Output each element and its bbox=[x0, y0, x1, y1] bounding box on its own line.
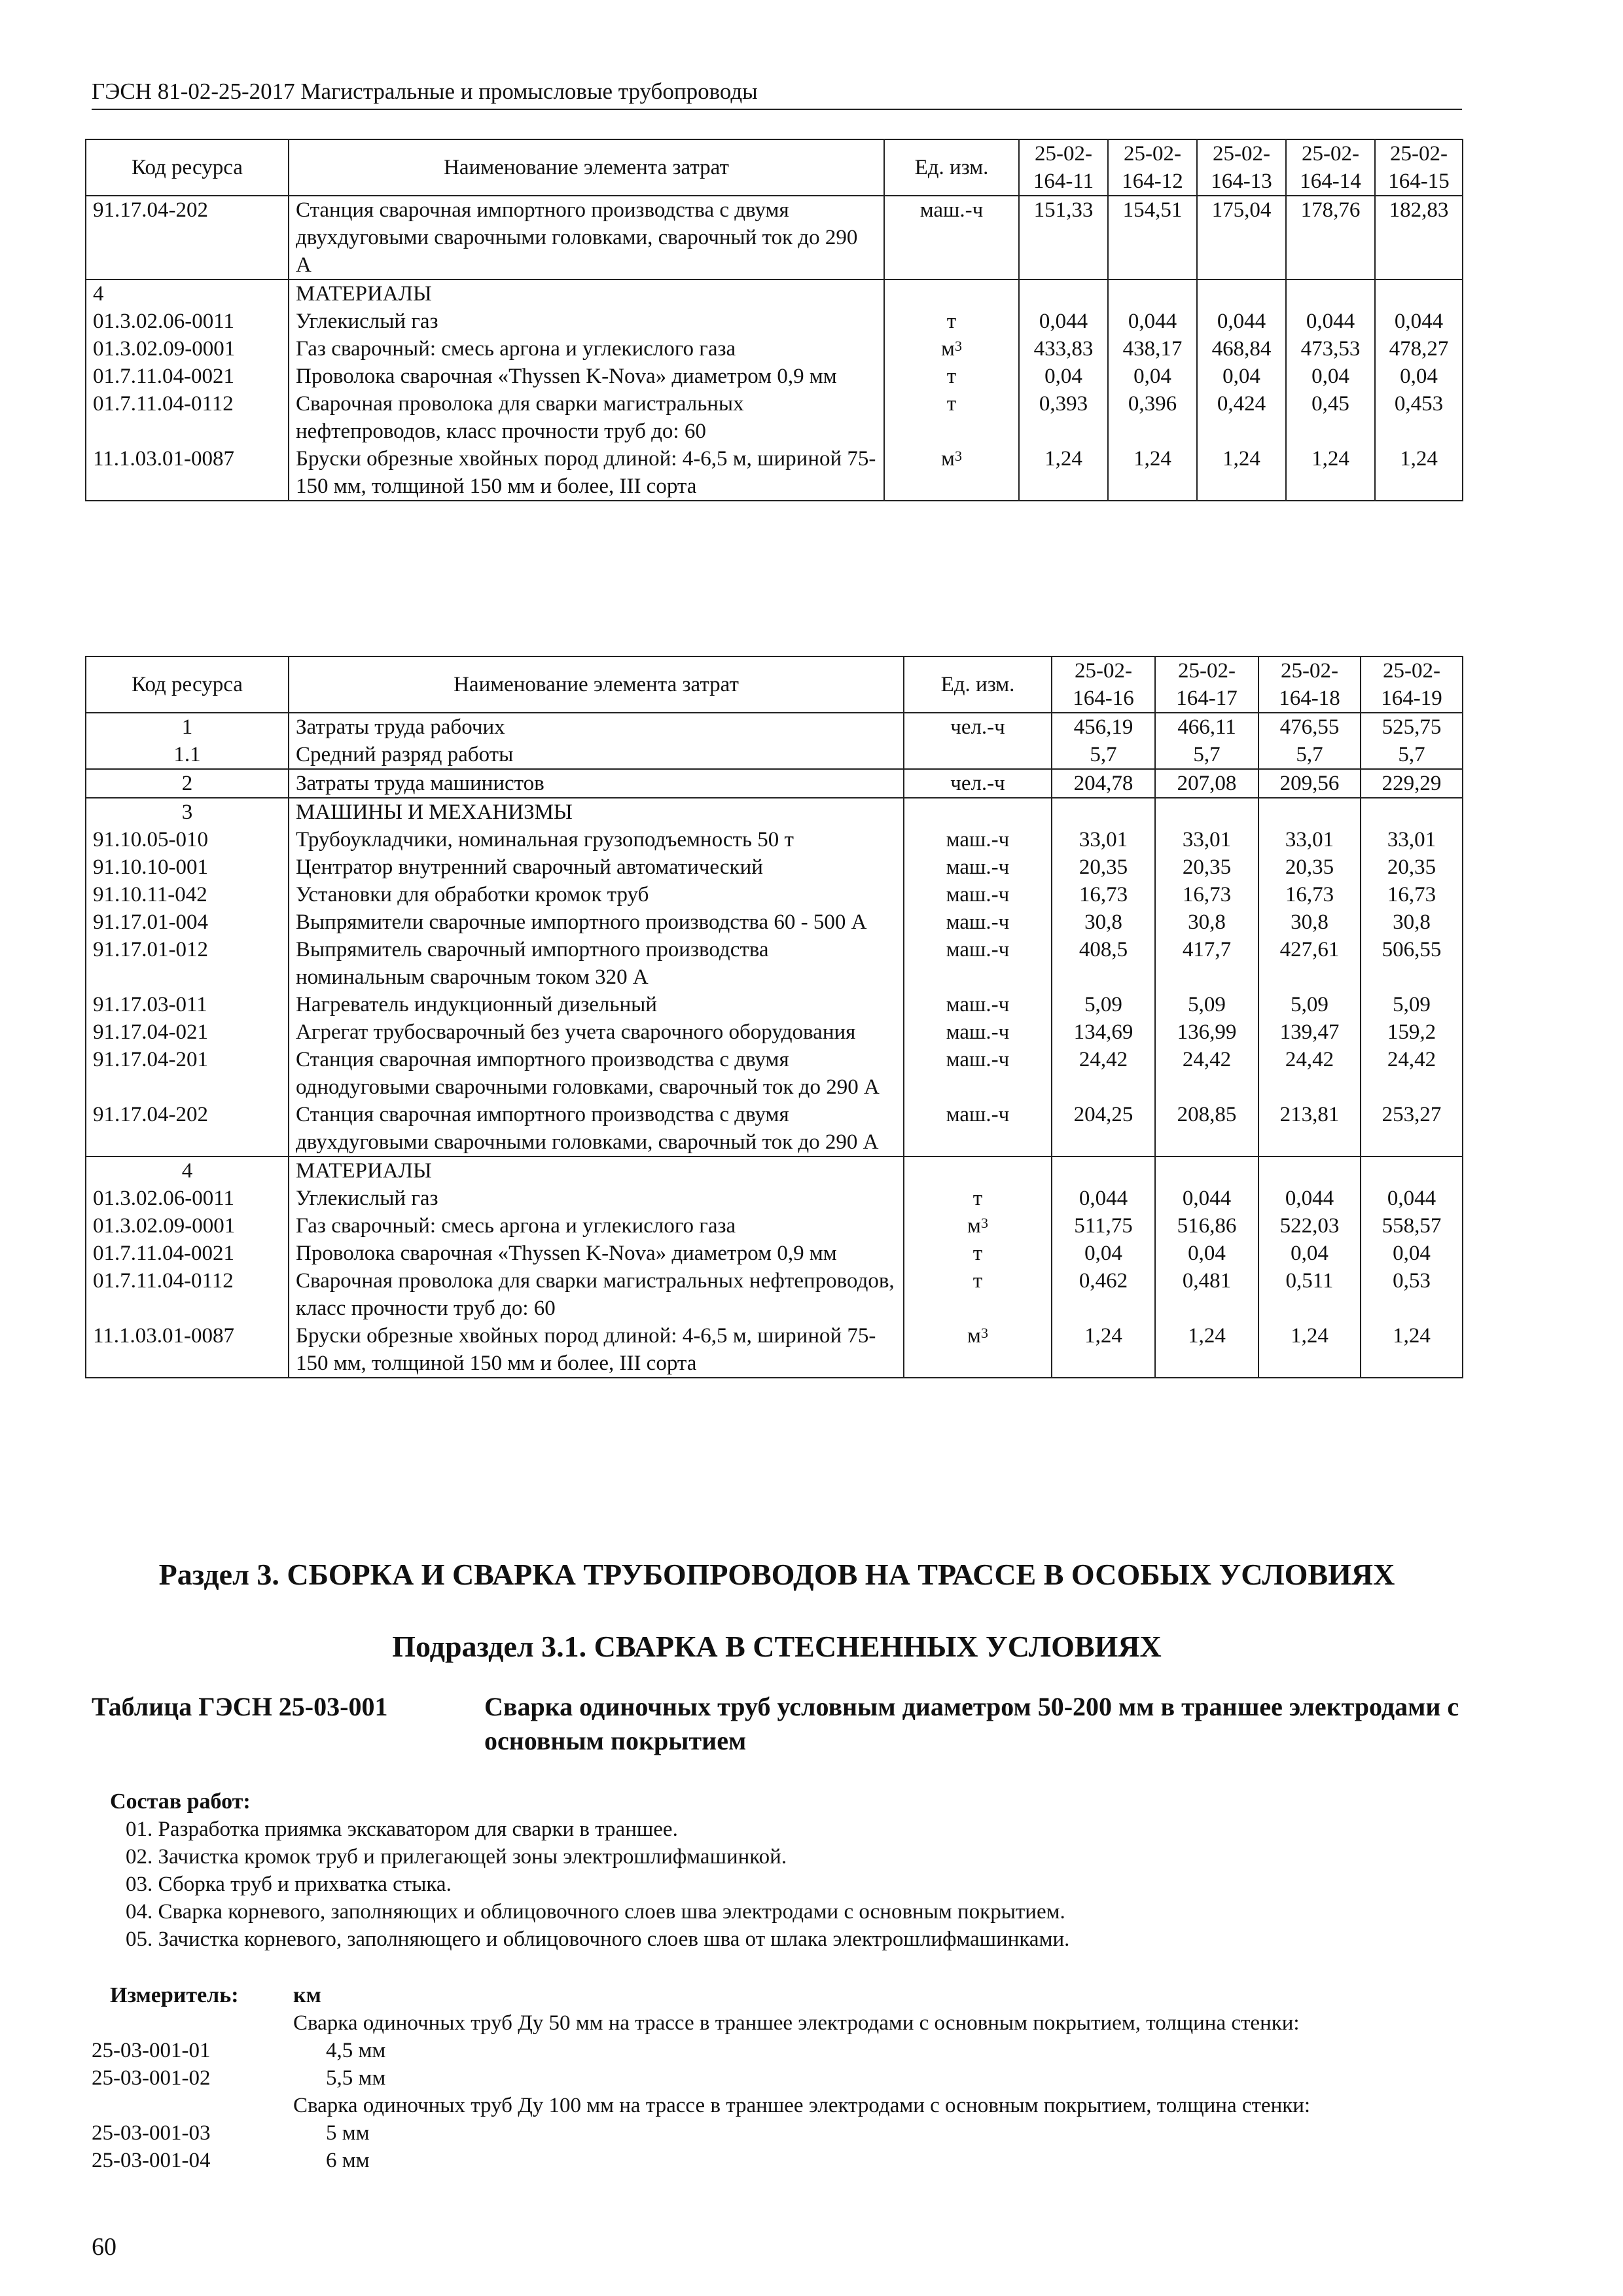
value-cell bbox=[1361, 798, 1463, 826]
table-title: Сварка одиночных труб условным диаметром 50-200 мм в траншее электродами с основным покрытием bbox=[484, 1692, 1459, 1755]
unit-cell: маш.-ч bbox=[904, 1018, 1052, 1046]
value-cell: 525,75 bbox=[1361, 713, 1463, 741]
value-cell: 20,35 bbox=[1155, 853, 1258, 881]
table-row bbox=[86, 881, 1463, 908]
header-name: Наименование элемента затрат bbox=[289, 656, 904, 713]
resource-name: Средний разряд работы bbox=[289, 741, 904, 769]
resource-table-2 bbox=[85, 656, 1463, 1378]
value-cell: 0,462 bbox=[1052, 1267, 1155, 1322]
value-cell bbox=[1052, 798, 1155, 826]
value-cell: 1,24 bbox=[1108, 445, 1197, 501]
header-col-code: 25-02- 164-13 bbox=[1197, 139, 1286, 196]
table-header-row bbox=[86, 656, 1463, 713]
unit-cell: маш.-ч bbox=[904, 881, 1052, 908]
value-cell: 408,5 bbox=[1052, 936, 1155, 991]
value-cell: 30,8 bbox=[1155, 908, 1258, 936]
unit-cell bbox=[884, 279, 1019, 308]
table-row bbox=[86, 363, 1463, 390]
measure-code: 25-03-001-01 bbox=[92, 2039, 211, 2062]
measure-code: 25-03-001-04 bbox=[92, 2149, 211, 2172]
work-item: 04. Сварка корневого, заполняющих и облицовочного слоев шва электродами с основным покрытием. bbox=[126, 1900, 1065, 1924]
resource-name: Нагреватель индукционный дизельный bbox=[289, 991, 904, 1018]
value-cell: 438,17 bbox=[1108, 335, 1197, 363]
table-row bbox=[86, 769, 1463, 798]
resource-code: 91.17.04-202 bbox=[86, 1101, 289, 1157]
value-cell: 0,044 bbox=[1375, 308, 1463, 335]
value-cell: 0,044 bbox=[1361, 1185, 1463, 1212]
value-cell: 33,01 bbox=[1258, 826, 1361, 853]
unit-cell: $м^3$ bbox=[884, 445, 1019, 501]
value-cell: 208,85 bbox=[1155, 1101, 1258, 1157]
value-cell: 24,42 bbox=[1361, 1046, 1463, 1101]
resource-code: 1 bbox=[86, 713, 289, 741]
table-row bbox=[86, 335, 1463, 363]
unit-cell: чел.-ч bbox=[904, 769, 1052, 798]
resource-name: Газ сварочный: смесь аргона и углекислого газа bbox=[289, 1212, 904, 1240]
value-cell: 1,24 bbox=[1155, 1322, 1258, 1378]
resource-code: 91.17.04-202 bbox=[86, 196, 289, 279]
resource-name: Углекислый газ bbox=[289, 1185, 904, 1212]
resource-code: 01.3.02.06-0011 bbox=[86, 308, 289, 335]
header-unit: Ед. изм. bbox=[904, 656, 1052, 713]
resource-code: 2 bbox=[86, 769, 289, 798]
header-unit: Ед. изм. bbox=[884, 139, 1019, 196]
value-cell: 33,01 bbox=[1361, 826, 1463, 853]
table-row bbox=[86, 1212, 1463, 1240]
value-cell: 30,8 bbox=[1052, 908, 1155, 936]
value-cell: 175,04 bbox=[1197, 196, 1286, 279]
value-cell: 558,57 bbox=[1361, 1212, 1463, 1240]
value-cell: 20,35 bbox=[1361, 853, 1463, 881]
value-cell: 139,47 bbox=[1258, 1018, 1361, 1046]
value-cell: 30,8 bbox=[1258, 908, 1361, 936]
measure-label: Измеритель: bbox=[110, 1983, 239, 2007]
value-cell: 178,76 bbox=[1286, 196, 1375, 279]
resource-code: 1.1 bbox=[86, 741, 289, 769]
value-cell bbox=[1258, 798, 1361, 826]
unit-cell: маш.-ч bbox=[884, 196, 1019, 279]
value-cell: 5,09 bbox=[1155, 991, 1258, 1018]
work-item: 05. Зачистка корневого, заполняющего и облицовочного слоев шва от шлака электрошлифмашинками. bbox=[126, 1928, 1070, 1951]
value-cell: 522,03 bbox=[1258, 1212, 1361, 1240]
header-code: Код ресурса bbox=[86, 656, 289, 713]
table-row bbox=[86, 279, 1463, 308]
resource-code: 01.7.11.04-0021 bbox=[86, 1240, 289, 1267]
table-row bbox=[86, 908, 1463, 936]
subsection-title: Подраздел 3.1. СВАРКА В СТЕСНЕННЫХ УСЛОВИЯХ bbox=[392, 1630, 1162, 1663]
table-row bbox=[86, 826, 1463, 853]
value-cell: 0,04 bbox=[1052, 1240, 1155, 1267]
unit-cell bbox=[904, 1157, 1052, 1185]
resource-code: 01.3.02.09-0001 bbox=[86, 335, 289, 363]
value-cell: 0,453 bbox=[1375, 390, 1463, 445]
resource-name: Проволока сварочная «Thyssen K-Nova» диаметром 0,9 мм bbox=[289, 363, 884, 390]
measure-text: Сварка одиночных труб Ду 50 мм на трассе в траншее электродами с основным покрытием, толщина стенки: bbox=[293, 2011, 1300, 2035]
value-cell bbox=[1155, 1157, 1258, 1185]
value-cell: 24,42 bbox=[1155, 1046, 1258, 1101]
works-list bbox=[126, 1816, 1069, 1953]
unit-cell: т bbox=[904, 1240, 1052, 1267]
value-cell: 0,044 bbox=[1286, 308, 1375, 335]
table-row bbox=[86, 936, 1463, 991]
value-cell: 1,24 bbox=[1052, 1322, 1155, 1378]
resource-code: 11.1.03.01-0087 bbox=[86, 1322, 289, 1378]
header-col-code: 25-02- 164-15 bbox=[1375, 139, 1463, 196]
resource-table-1 bbox=[85, 139, 1463, 501]
value-cell bbox=[1375, 279, 1463, 308]
resource-name: Затраты труда машинистов bbox=[289, 769, 904, 798]
table-row bbox=[86, 1157, 1463, 1185]
value-cell: 516,86 bbox=[1155, 1212, 1258, 1240]
value-cell bbox=[1258, 1157, 1361, 1185]
value-cell bbox=[1052, 1157, 1155, 1185]
table-row bbox=[86, 308, 1463, 335]
value-cell: 134,69 bbox=[1052, 1018, 1155, 1046]
resource-name: Затраты труда рабочих bbox=[289, 713, 904, 741]
table-header-row bbox=[86, 139, 1463, 196]
value-cell bbox=[1197, 279, 1286, 308]
value-cell: 1,24 bbox=[1197, 445, 1286, 501]
table-row bbox=[86, 1185, 1463, 1212]
value-cell: 0,481 bbox=[1155, 1267, 1258, 1322]
value-cell: 0,04 bbox=[1258, 1240, 1361, 1267]
value-cell: 5,7 bbox=[1361, 741, 1463, 769]
value-cell: 5,09 bbox=[1258, 991, 1361, 1018]
page-number: 60 bbox=[92, 2233, 116, 2261]
measure-code: 25-03-001-02 bbox=[92, 2066, 211, 2090]
value-cell: 476,55 bbox=[1258, 713, 1361, 741]
value-cell: 0,04 bbox=[1375, 363, 1463, 390]
unit-cell: т bbox=[904, 1185, 1052, 1212]
table-row bbox=[86, 741, 1463, 769]
unit-cell: маш.-ч bbox=[904, 908, 1052, 936]
resource-name: Станция сварочная импортного производства с двумя двухдуговыми сварочными головками, сварочный ток до 290 А bbox=[289, 1101, 904, 1157]
header-name: Наименование элемента затрат bbox=[289, 139, 884, 196]
value-cell bbox=[1108, 279, 1197, 308]
unit-cell: $м^3$ bbox=[904, 1212, 1052, 1240]
unit-cell bbox=[904, 798, 1052, 826]
value-cell: 0,396 bbox=[1108, 390, 1197, 445]
resource-code: 4 bbox=[86, 1157, 289, 1185]
table-row bbox=[86, 713, 1463, 741]
value-cell: 16,73 bbox=[1258, 881, 1361, 908]
value-cell: 182,83 bbox=[1375, 196, 1463, 279]
section-title: Раздел 3. СБОРКА И СВАРКА ТРУБОПРОВОДОВ НА ТРАССЕ В ОСОБЫХ УСЛОВИЯХ bbox=[158, 1558, 1395, 1591]
table-row bbox=[86, 445, 1463, 501]
unit-cell: маш.-ч bbox=[904, 1046, 1052, 1101]
value-cell: 1,24 bbox=[1019, 445, 1108, 501]
unit-cell: маш.-ч bbox=[904, 826, 1052, 853]
unit-cell: т bbox=[884, 308, 1019, 335]
resource-name: МАТЕРИАЛЫ bbox=[289, 1157, 904, 1185]
header-code: Код ресурса bbox=[86, 139, 289, 196]
value-cell: 0,04 bbox=[1286, 363, 1375, 390]
unit-cell: маш.-ч bbox=[904, 853, 1052, 881]
value-cell bbox=[1019, 279, 1108, 308]
value-cell: 427,61 bbox=[1258, 936, 1361, 991]
resource-name: Сварочная проволока для сварки магистральных нефтепроводов, класс прочности труб до: 60 bbox=[289, 390, 884, 445]
value-cell: 5,09 bbox=[1361, 991, 1463, 1018]
resource-name: Бруски обрезные хвойных пород длиной: 4-6,5 м, шириной 75-150 мм, толщиной 150 мм и более, III сорта bbox=[289, 1322, 904, 1378]
value-cell: 0,45 bbox=[1286, 390, 1375, 445]
value-cell: 154,51 bbox=[1108, 196, 1197, 279]
value-cell: 204,78 bbox=[1052, 769, 1155, 798]
value-cell: 5,7 bbox=[1155, 741, 1258, 769]
resource-code: 01.7.11.04-0021 bbox=[86, 363, 289, 390]
unit-cell: т bbox=[884, 390, 1019, 445]
value-cell: 24,42 bbox=[1052, 1046, 1155, 1101]
unit-cell: т bbox=[904, 1267, 1052, 1322]
resource-code: 91.10.05-010 bbox=[86, 826, 289, 853]
value-cell: 33,01 bbox=[1052, 826, 1155, 853]
table-row bbox=[86, 1267, 1463, 1322]
value-cell: 209,56 bbox=[1258, 769, 1361, 798]
value-cell: 456,19 bbox=[1052, 713, 1155, 741]
value-cell: 213,81 bbox=[1258, 1101, 1361, 1157]
value-cell: 204,25 bbox=[1052, 1101, 1155, 1157]
measure-text: 5,5 мм bbox=[326, 2066, 386, 2090]
value-cell: 1,24 bbox=[1286, 445, 1375, 501]
value-cell: 433,83 bbox=[1019, 335, 1108, 363]
value-cell: 417,7 bbox=[1155, 936, 1258, 991]
resource-code: 91.17.04-021 bbox=[86, 1018, 289, 1046]
value-cell: 0,04 bbox=[1108, 363, 1197, 390]
value-cell: 24,42 bbox=[1258, 1046, 1361, 1101]
value-cell: 0,04 bbox=[1019, 363, 1108, 390]
resource-name: Бруски обрезные хвойных пород длиной: 4-6,5 м, шириной 75-150 мм, толщиной 150 мм и более, III сорта bbox=[289, 445, 884, 501]
resource-name: Углекислый газ bbox=[289, 308, 884, 335]
value-cell: 1,24 bbox=[1375, 445, 1463, 501]
value-cell: 253,27 bbox=[1361, 1101, 1463, 1157]
table-row bbox=[86, 1240, 1463, 1267]
works-title: Состав работ: bbox=[110, 1789, 251, 1814]
resource-code: 91.17.03-011 bbox=[86, 991, 289, 1018]
value-cell: 16,73 bbox=[1052, 881, 1155, 908]
value-cell: 20,35 bbox=[1052, 853, 1155, 881]
value-cell: 5,7 bbox=[1258, 741, 1361, 769]
value-cell: 16,73 bbox=[1155, 881, 1258, 908]
table-row bbox=[86, 798, 1463, 826]
resource-name: МАШИНЫ И МЕХАНИЗМЫ bbox=[289, 798, 904, 826]
resource-code: 01.7.11.04-0112 bbox=[86, 390, 289, 445]
resource-name: Выпрямители сварочные импортного производства 60 - 500 А bbox=[289, 908, 904, 936]
value-cell: 0,044 bbox=[1052, 1185, 1155, 1212]
resource-name: Сварочная проволока для сварки магистральных нефтепроводов, класс прочности труб до: 60 bbox=[289, 1267, 904, 1322]
value-cell: 466,11 bbox=[1155, 713, 1258, 741]
table-row bbox=[86, 1101, 1463, 1157]
header-col-code: 25-02- 164-19 bbox=[1361, 656, 1463, 713]
header-col-code: 25-02- 164-14 bbox=[1286, 139, 1375, 196]
unit-cell: т bbox=[884, 363, 1019, 390]
value-cell: 20,35 bbox=[1258, 853, 1361, 881]
value-cell: 506,55 bbox=[1361, 936, 1463, 991]
resource-code: 91.17.01-004 bbox=[86, 908, 289, 936]
header-col-code: 25-02- 164-11 bbox=[1019, 139, 1108, 196]
work-item: 02. Зачистка кромок труб и прилегающей зоны электрошлифмашинкой. bbox=[126, 1845, 787, 1869]
measure-text: 6 мм bbox=[326, 2149, 370, 2172]
unit-cell: $м^3$ bbox=[884, 335, 1019, 363]
table-row bbox=[86, 390, 1463, 445]
value-cell: 0,511 bbox=[1258, 1267, 1361, 1322]
value-cell: 151,33 bbox=[1019, 196, 1108, 279]
value-cell: 0,04 bbox=[1361, 1240, 1463, 1267]
value-cell: 30,8 bbox=[1361, 908, 1463, 936]
value-cell: 0,044 bbox=[1108, 308, 1197, 335]
work-item: 01. Разработка приямка экскаватором для сварки в траншее. bbox=[126, 1818, 678, 1841]
unit-cell: маш.-ч bbox=[904, 936, 1052, 991]
value-cell: 5,7 bbox=[1052, 741, 1155, 769]
measure-text: Сварка одиночных труб Ду 100 мм на трассе в траншее электродами с основным покрытием, толщина стенки: bbox=[293, 2094, 1311, 2117]
value-cell: 1,24 bbox=[1361, 1322, 1463, 1378]
value-cell: 207,08 bbox=[1155, 769, 1258, 798]
value-cell: 511,75 bbox=[1052, 1212, 1155, 1240]
value-cell bbox=[1155, 798, 1258, 826]
unit-cell: $м^3$ bbox=[904, 1322, 1052, 1378]
resource-name: Трубоукладчики, номинальная грузоподъемность 50 т bbox=[289, 826, 904, 853]
running-header: ГЭСН 81-02-25-2017 Магистральные и промысловые трубопроводы bbox=[92, 77, 1462, 110]
value-cell: 0,044 bbox=[1197, 308, 1286, 335]
value-cell: 0,393 bbox=[1019, 390, 1108, 445]
header-col-code: 25-02- 164-17 bbox=[1155, 656, 1258, 713]
resource-name: Проволока сварочная «Thyssen K-Nova» диаметром 0,9 мм bbox=[289, 1240, 904, 1267]
value-cell: 0,044 bbox=[1258, 1185, 1361, 1212]
resource-code: 91.17.04-201 bbox=[86, 1046, 289, 1101]
value-cell: 229,29 bbox=[1361, 769, 1463, 798]
unit-cell: чел.-ч bbox=[904, 713, 1052, 741]
resource-name: Установки для обработки кромок труб bbox=[289, 881, 904, 908]
table-row bbox=[86, 1046, 1463, 1101]
measure-text: 5 мм bbox=[326, 2121, 370, 2145]
table-row bbox=[86, 1018, 1463, 1046]
resource-code: 4 bbox=[86, 279, 289, 308]
measure-code: 25-03-001-03 bbox=[92, 2121, 211, 2145]
value-cell: 1,24 bbox=[1258, 1322, 1361, 1378]
unit-cell: маш.-ч bbox=[904, 991, 1052, 1018]
resource-name: Станция сварочная импортного производства с двумя однодуговыми сварочными головками, сварочный ток до 290 А bbox=[289, 1046, 904, 1101]
table-label: Таблица ГЭСН 25-03-001 bbox=[92, 1692, 388, 1721]
value-cell: 0,04 bbox=[1155, 1240, 1258, 1267]
resource-name: Станция сварочная импортного производства с двумя двухдуговыми сварочными головками, сварочный ток до 290 А bbox=[289, 196, 884, 279]
header-col-code: 25-02- 164-18 bbox=[1258, 656, 1361, 713]
value-cell bbox=[1361, 1157, 1463, 1185]
resource-code: 91.17.01-012 bbox=[86, 936, 289, 991]
resource-code: 91.10.11-042 bbox=[86, 881, 289, 908]
value-cell: 478,27 bbox=[1375, 335, 1463, 363]
resource-name: Агрегат трубосварочный без учета сварочного оборудования bbox=[289, 1018, 904, 1046]
resource-name: МАТЕРИАЛЫ bbox=[289, 279, 884, 308]
work-item: 03. Сборка труб и прихватка стыка. bbox=[126, 1873, 452, 1896]
unit-cell bbox=[904, 741, 1052, 769]
table-row bbox=[86, 853, 1463, 881]
table-row bbox=[86, 1322, 1463, 1378]
resource-code: 01.7.11.04-0112 bbox=[86, 1267, 289, 1322]
resource-name: Центратор внутренний сварочный автоматический bbox=[289, 853, 904, 881]
value-cell: 159,2 bbox=[1361, 1018, 1463, 1046]
resource-code: 11.1.03.01-0087 bbox=[86, 445, 289, 501]
resource-code: 01.3.02.06-0011 bbox=[86, 1185, 289, 1212]
table-row bbox=[86, 991, 1463, 1018]
resource-code: 3 bbox=[86, 798, 289, 826]
value-cell: 473,53 bbox=[1286, 335, 1375, 363]
value-cell: 0,044 bbox=[1155, 1185, 1258, 1212]
value-cell: 16,73 bbox=[1361, 881, 1463, 908]
value-cell: 5,09 bbox=[1052, 991, 1155, 1018]
resource-code: 01.3.02.09-0001 bbox=[86, 1212, 289, 1240]
resource-code: 91.10.10-001 bbox=[86, 853, 289, 881]
header-col-code: 25-02- 164-12 bbox=[1108, 139, 1197, 196]
value-cell: 0,424 bbox=[1197, 390, 1286, 445]
table-row bbox=[86, 196, 1463, 279]
value-cell: 468,84 bbox=[1197, 335, 1286, 363]
value-cell bbox=[1286, 279, 1375, 308]
value-cell: 0,04 bbox=[1197, 363, 1286, 390]
measure-unit: км bbox=[293, 1983, 321, 2007]
value-cell: 136,99 bbox=[1155, 1018, 1258, 1046]
unit-cell: маш.-ч bbox=[904, 1101, 1052, 1157]
measure-text: 4,5 мм bbox=[326, 2039, 386, 2062]
value-cell: 33,01 bbox=[1155, 826, 1258, 853]
value-cell: 0,53 bbox=[1361, 1267, 1463, 1322]
resource-name: Выпрямитель сварочный импортного производства номинальным сварочным током 320 А bbox=[289, 936, 904, 991]
resource-name: Газ сварочный: смесь аргона и углекислого газа bbox=[289, 335, 884, 363]
header-col-code: 25-02- 164-16 bbox=[1052, 656, 1155, 713]
value-cell: 0,044 bbox=[1019, 308, 1108, 335]
